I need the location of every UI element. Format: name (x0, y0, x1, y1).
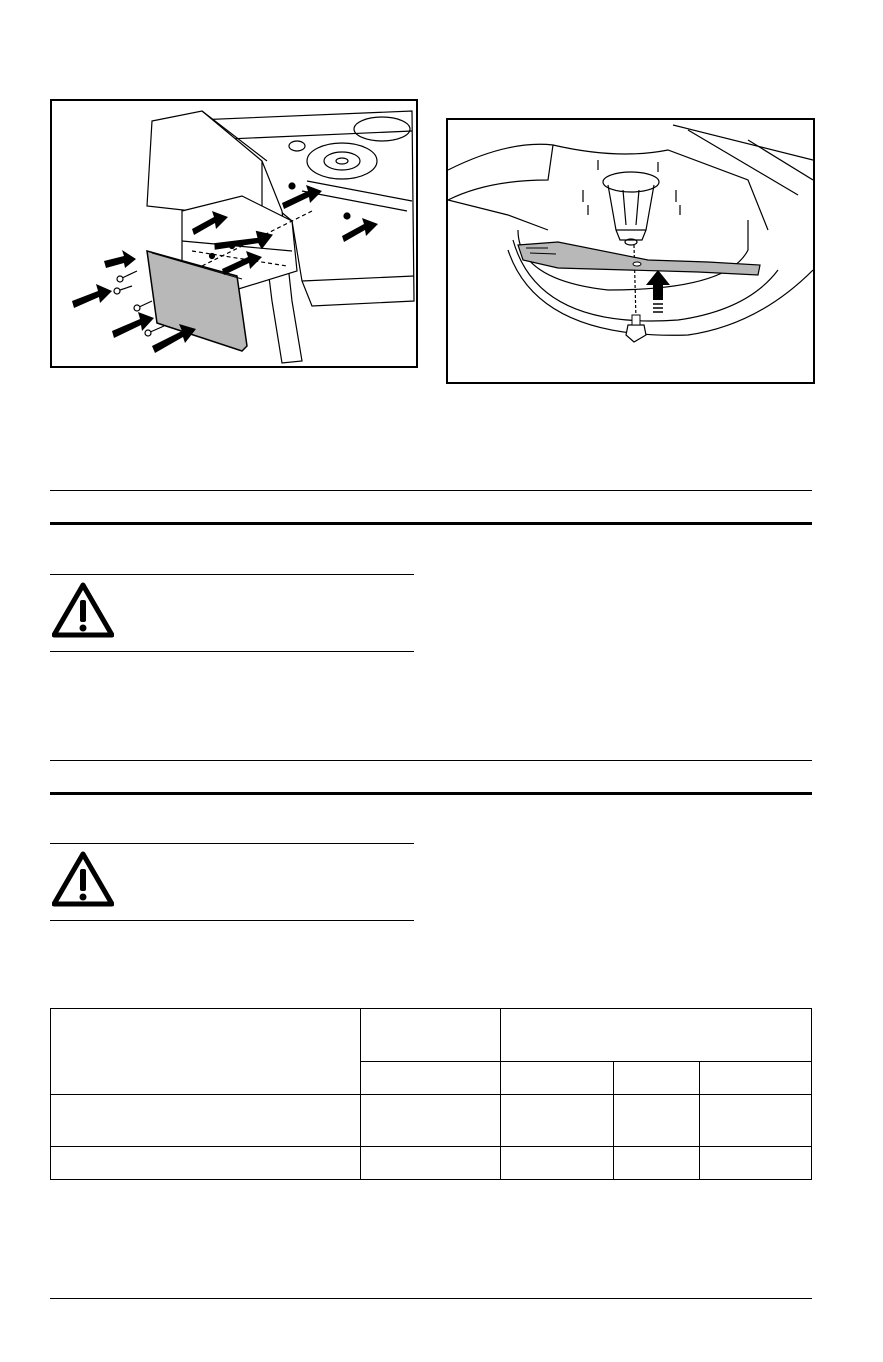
table-cell (614, 1095, 700, 1147)
warning-rule-bottom (50, 920, 414, 921)
table-cell (501, 1095, 614, 1147)
section-rule-top (50, 490, 812, 491)
warning-box (50, 574, 414, 652)
warning-triangle-icon (52, 582, 114, 638)
warning-rule-top (50, 574, 414, 575)
table-header-cell (51, 1009, 361, 1095)
blade-mounting-illustration (448, 120, 813, 382)
table-row (51, 1009, 812, 1062)
table-cell (501, 1147, 614, 1180)
blade-figure (446, 118, 815, 384)
table-cell (51, 1095, 361, 1147)
table-cell (700, 1095, 812, 1147)
table-header-cell (360, 1062, 501, 1095)
deflector-figure (50, 99, 418, 368)
warning-rule-top (50, 843, 414, 844)
table-row (51, 1147, 812, 1180)
table-cell (700, 1147, 812, 1180)
table-cell (360, 1147, 501, 1180)
table-row (51, 1095, 812, 1147)
section-rule-bottom (50, 792, 812, 795)
table-header-cell (360, 1009, 501, 1062)
warning-triangle-icon (52, 851, 114, 907)
section-rule-bottom (50, 522, 812, 525)
table-header-cell (501, 1062, 614, 1095)
deflector-removal-illustration (52, 101, 416, 366)
table-header-cell (614, 1062, 700, 1095)
table-header-cell (700, 1062, 812, 1095)
table-cell (614, 1147, 700, 1180)
specification-table (50, 1008, 812, 1180)
warning-rule-bottom (50, 651, 414, 652)
table-cell (51, 1147, 361, 1180)
warning-box (50, 843, 414, 921)
table-header-cell (501, 1009, 812, 1062)
table-cell (360, 1095, 501, 1147)
footer-rule (50, 1298, 812, 1299)
section-rule-top (50, 760, 812, 761)
